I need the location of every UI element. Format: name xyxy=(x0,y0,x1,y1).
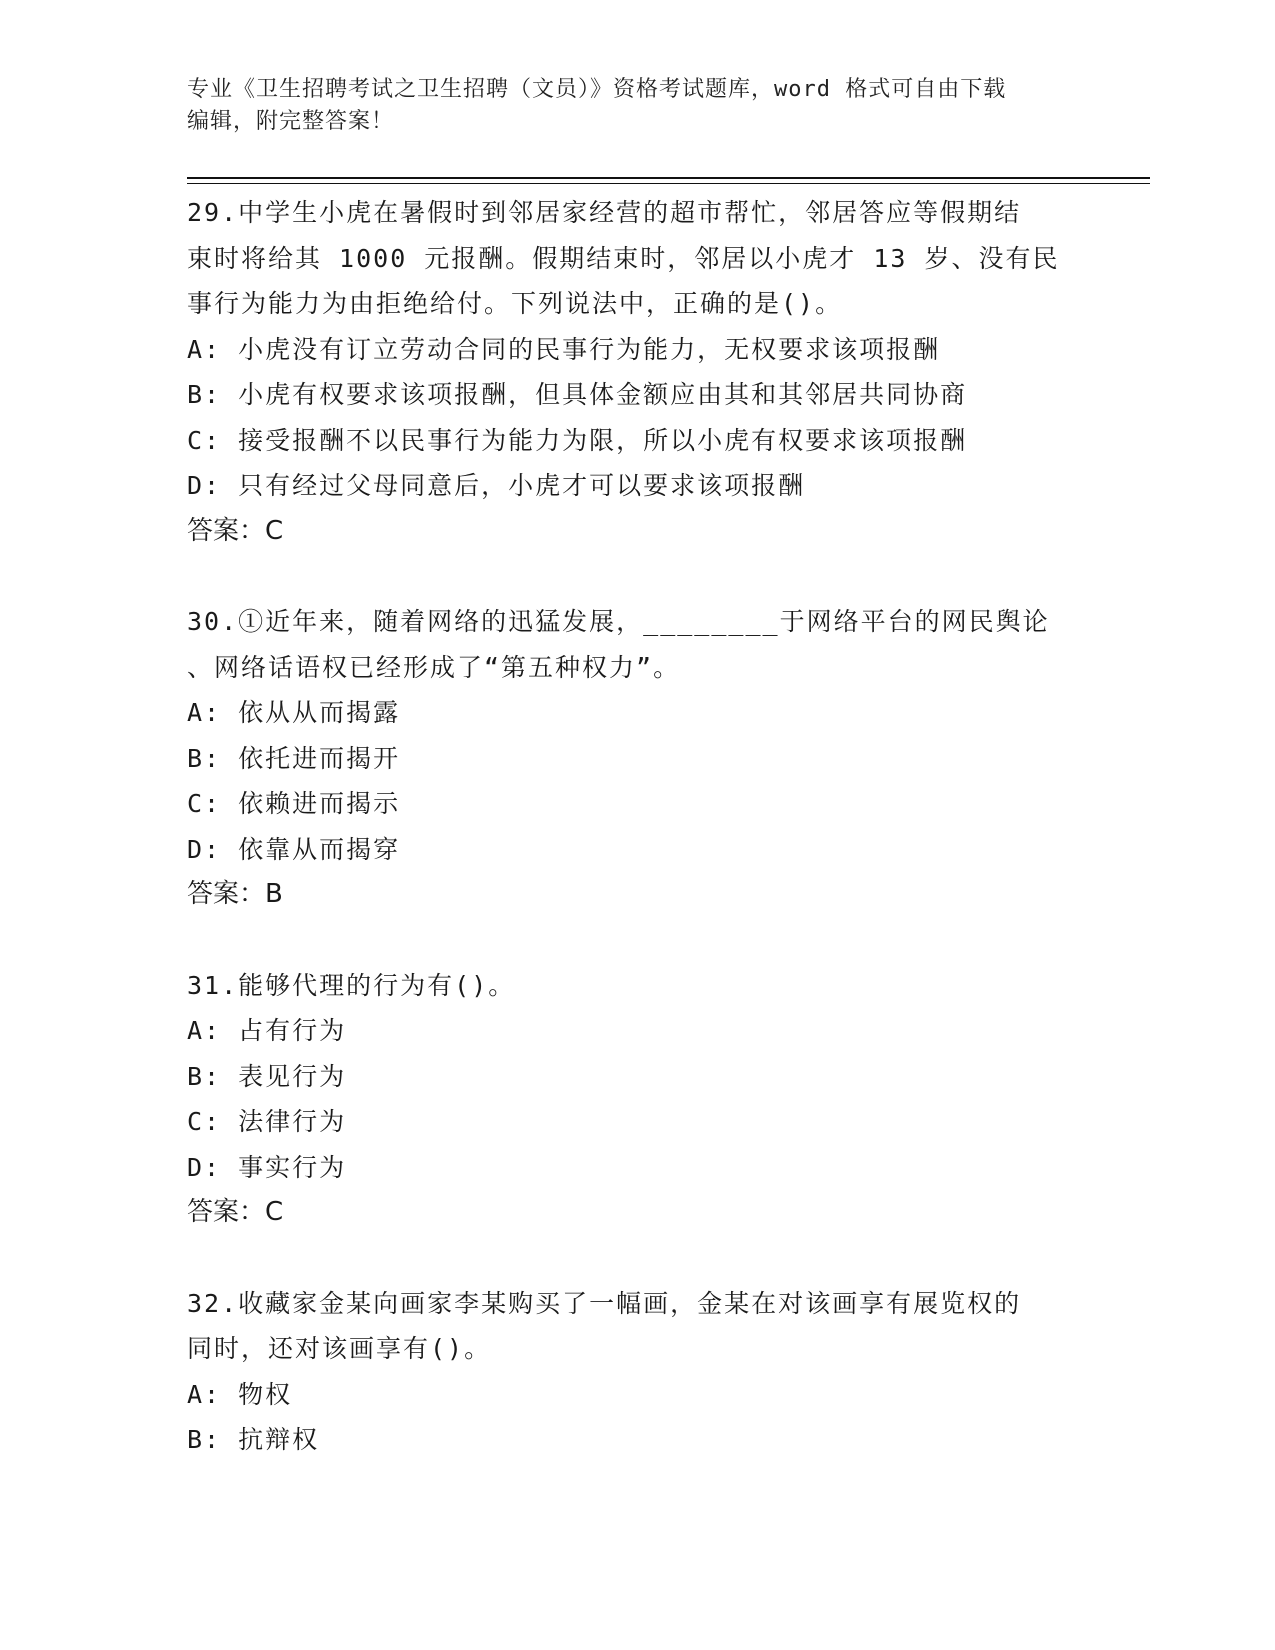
option-d: D: 依靠从而揭穿 xyxy=(187,834,401,864)
option-a: A: 占有行为 xyxy=(187,1016,347,1045)
answer-label: 答案：C xyxy=(187,515,284,546)
option-a: A: 物权 xyxy=(187,1379,293,1409)
question-stem-line: 29.中学生小虎在暑假时到邻居家经营的超市帮忙，邻居答应等假期结 xyxy=(187,198,1022,227)
question-32 xyxy=(187,1281,1087,1463)
question-stem-line: 32.收藏家金某向画家李某购买了一幅画，金某在对该画享有展览权的 xyxy=(187,1288,1022,1318)
question-spacer xyxy=(187,1236,1087,1281)
question-stem-line: 30.①近年来，随着网络的迅猛发展，________于网络平台的网民舆论 xyxy=(187,607,1050,636)
header-line-2: 编辑，附完整答案！ xyxy=(187,109,395,134)
question-stem-line: 、网络话语权已经形成了“第五种权力”。 xyxy=(187,652,681,682)
question-spacer xyxy=(187,554,1087,599)
option-c: C: 接受报酬不以民事行为能力为限，所以小虎有权要求该项报酬 xyxy=(187,425,968,455)
question-29 xyxy=(187,190,1087,554)
option-d: D: 只有经过父母同意后，小虎才可以要求该项报酬 xyxy=(187,471,806,500)
option-b: B: 表见行为 xyxy=(187,1061,347,1091)
header-divider-thick xyxy=(187,177,1150,179)
answer-label: 答案：B xyxy=(187,879,283,909)
option-c: C: 法律行为 xyxy=(187,1107,347,1136)
question-list xyxy=(187,190,1087,1463)
question-stem-line: 事行为能力为由拒绝给付。下列说法中，正确的是()。 xyxy=(187,289,843,318)
question-stem-line: 束时将给其 1000 元报酬。假期结束时，邻居以小虎才 13 岁、没有民 xyxy=(187,243,1060,273)
header-line-1: 专业《卫生招聘考试之卫生招聘（文员）》资格考试题库，word 格式可自由下载 xyxy=(187,77,1007,102)
option-a: A: 小虎没有订立劳动合同的民事行为能力，无权要求该项报酬 xyxy=(187,334,941,364)
question-spacer xyxy=(187,918,1087,963)
option-b: B: 小虎有权要求该项报酬，但具体金额应由其和其邻居共同协商 xyxy=(187,380,968,409)
question-31 xyxy=(187,963,1087,1236)
question-stem-line: 同时，还对该画享有()。 xyxy=(187,1334,492,1363)
document-header xyxy=(187,74,1087,138)
answer-label: 答案：C xyxy=(187,1197,284,1227)
question-30 xyxy=(187,599,1087,918)
question-stem-line: 31.能够代理的行为有()。 xyxy=(187,970,516,1000)
option-b: B: 依托进而揭开 xyxy=(187,743,401,773)
option-b: B: 抗辩权 xyxy=(187,1425,320,1454)
option-a: A: 依从从而揭露 xyxy=(187,698,401,727)
header-divider-thin xyxy=(187,183,1150,184)
option-d: D: 事实行为 xyxy=(187,1152,347,1182)
option-c: C: 依赖进而揭示 xyxy=(187,789,401,818)
